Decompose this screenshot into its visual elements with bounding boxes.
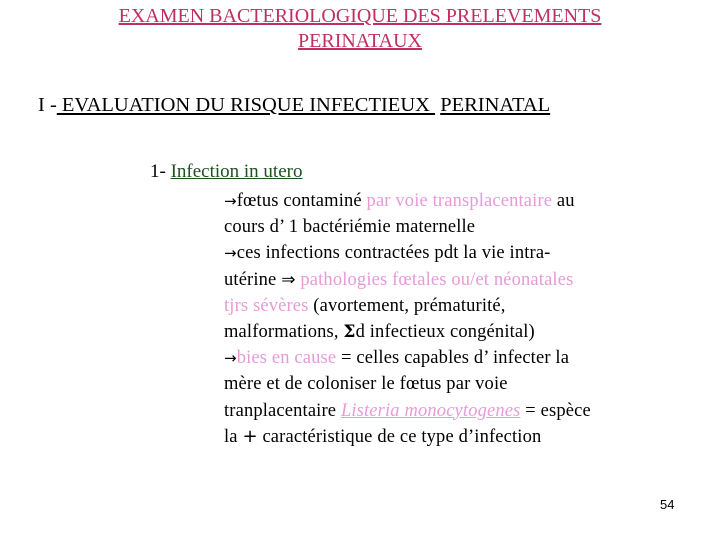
highlight-listeria: Listeria monocytogenes — [340, 400, 521, 421]
body-text-segment: au — [552, 191, 575, 211]
body-text — [224, 188, 714, 450]
body-text-segment: (avortement, prématurité, — [308, 295, 506, 316]
subsection-label: Infection in utero — [170, 161, 303, 182]
body-line-8: mère et de coloniser le fœtus par voie — [224, 374, 508, 395]
body-line-3 — [224, 240, 714, 266]
body-text-segment: fœtus contaminé — [236, 191, 367, 211]
subsection-number: 1- — [150, 161, 166, 182]
arrow-right-icon: → — [224, 192, 237, 210]
highlight-transplacentaire: par voie transplacentaire — [366, 191, 553, 211]
body-line-7 — [224, 345, 714, 371]
section-heading-text: EVALUATION DU RISQUE INFECTIEUX — [56, 94, 436, 116]
highlight-severes: tjrs sévères — [224, 295, 309, 316]
arrow-right-icon: → — [224, 349, 237, 368]
page-number: 54 — [660, 497, 675, 512]
body-line-10 — [224, 424, 714, 450]
body-text-segment: ces infections contractées pdt la vie intra- — [236, 243, 551, 264]
arrow-right-icon: → — [224, 244, 237, 263]
body-text-segment: d infectieux congénital) — [355, 321, 535, 342]
body-text-segment: = celles capables d’ infecter la — [336, 348, 570, 369]
body-text-segment: tranplacentaire — [224, 400, 341, 421]
body-text-segment: caractéristique de ce type d’infection — [257, 426, 542, 447]
sigma-symbol: Σ — [343, 321, 356, 342]
body-line-5 — [224, 293, 714, 319]
body-line-2: cours d’ 1 bactériémie maternelle — [224, 217, 476, 238]
body-text-segment: la — [224, 426, 243, 447]
slide-title-line-1: EXAMEN BACTERIOLOGIQUE DES PRELEVEMENTS — [118, 5, 602, 27]
section-heading — [38, 92, 708, 118]
subsection-heading — [150, 160, 302, 184]
plus-symbol: + — [242, 425, 258, 447]
body-text-segment: utérine — [224, 269, 282, 290]
double-arrow-icon: ⇒ — [281, 269, 296, 290]
section-number: I - — [38, 94, 57, 116]
highlight-bies: bies en cause — [236, 348, 337, 369]
slide-title-line-2: PERINATAUX — [298, 30, 422, 52]
body-text-segment: = espèce — [520, 400, 591, 421]
body-text-segment: malformations, — [224, 321, 344, 342]
body-line-4 — [224, 267, 714, 293]
highlight-pathologies: pathologies fœtales ou/et néonatales — [295, 269, 574, 290]
body-line-1 — [224, 188, 714, 214]
body-line-9 — [224, 398, 714, 424]
slide-title — [0, 4, 720, 54]
section-heading-text-2: PERINATAL — [440, 94, 551, 116]
body-line-6 — [224, 319, 714, 345]
